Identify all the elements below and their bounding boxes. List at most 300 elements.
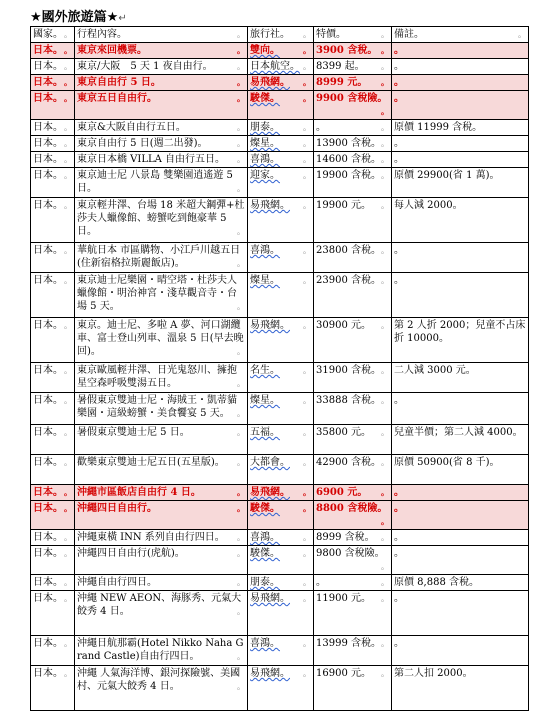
notes-cell <box>392 243 529 273</box>
agency-cell-text: 燦星。 <box>250 275 280 286</box>
itinerary-cell <box>75 243 248 273</box>
agency-cell-text: 日本航空。 <box>250 61 300 72</box>
country-cell <box>31 485 75 501</box>
cell-end-mark: 。 <box>64 396 72 405</box>
price-cell <box>314 91 392 120</box>
notes-cell <box>392 120 529 136</box>
cell-end-mark: 。 <box>303 276 311 285</box>
price-cell-text: 9800 含稅險。 <box>316 548 385 559</box>
notes-cell-text: 第二人扣 2000。 <box>394 668 473 679</box>
itinerary-cell-text: 東京日本橋 VILLA 自由行五日。 <box>77 154 226 165</box>
itinerary-cell <box>75 273 248 318</box>
cell-end-mark: 。 <box>64 578 72 587</box>
cell-end-mark: 。 <box>237 93 245 103</box>
notes-cell <box>392 636 529 666</box>
price-cell <box>314 393 392 425</box>
price-cell <box>314 59 392 75</box>
cell-end-mark: 。 <box>64 77 72 87</box>
country-cell-text: 日本。 <box>33 365 63 376</box>
country-cell <box>31 636 75 666</box>
cell-end-mark: 。 <box>64 171 72 180</box>
price-cell <box>314 43 392 59</box>
cell-end-mark: 。 <box>303 171 311 180</box>
agency-cell <box>248 59 314 75</box>
header-agency: 旅行社。 。 <box>248 27 314 43</box>
cell-end-mark: 。 <box>64 458 72 467</box>
country-cell <box>31 666 75 711</box>
price-cell-text: 6900 元。 <box>316 487 368 498</box>
agency-cell <box>248 75 314 91</box>
notes-cell-text: 。 <box>394 61 404 72</box>
price-cell-text: 19900 含稅。 <box>316 170 381 181</box>
country-cell <box>31 318 75 363</box>
paragraph-mark: ↵ <box>118 13 127 24</box>
price-cell-text: 。 <box>316 577 326 588</box>
cell-end-mark: 。 <box>303 123 311 132</box>
cell-end-mark: 。 <box>381 366 389 375</box>
price-cell-text: 13900 含稅。 <box>316 138 381 149</box>
cell-end-mark: 。 <box>237 503 245 513</box>
agency-cell <box>248 485 314 501</box>
cell-end-mark: 。 <box>303 487 311 497</box>
cell-end-mark: 。 <box>381 246 389 255</box>
itinerary-cell-text: 暑假東京雙迪士尼 5 日。 <box>77 427 190 438</box>
agency-cell <box>248 546 314 575</box>
notes-cell-text: 兒童半價；第二人減 4000。 <box>394 427 523 438</box>
cell-end-mark: 。 <box>381 578 389 587</box>
price-cell-text: 35800 元。 <box>316 427 371 438</box>
price-cell <box>314 273 392 318</box>
travel-deals-table <box>30 26 529 711</box>
table-row <box>31 243 529 273</box>
table-header-row <box>31 27 529 43</box>
itinerary-cell <box>75 75 248 91</box>
agency-cell-text: 駿傑。 <box>250 503 280 514</box>
price-cell <box>314 485 392 501</box>
itinerary-cell-text: 沖繩 NEW AEON、海豚秀、元氣大餃秀 4 日。 <box>77 593 242 617</box>
price-cell <box>314 455 392 485</box>
cell-end-mark: 。 <box>237 347 245 356</box>
notes-cell <box>392 393 529 425</box>
agency-cell-text: 朋泰。 <box>250 122 280 133</box>
notes-cell <box>392 530 529 546</box>
country-cell <box>31 455 75 485</box>
agency-cell-text: 易飛網。 <box>250 668 290 679</box>
country-cell <box>31 393 75 425</box>
itinerary-cell-text: 東京迪士尼樂園・晴空塔・杜莎夫人蠟像館・明治神宮・淺草觀音寺・台場 5 天。 <box>77 275 237 312</box>
cell-end-mark: 。 <box>64 549 72 558</box>
notes-cell <box>392 273 529 318</box>
country-cell-text: 日本。 <box>33 200 63 211</box>
country-cell-text: 日本。 <box>33 427 63 438</box>
notes-cell <box>392 455 529 485</box>
table-row <box>31 455 529 485</box>
cell-end-mark: 。 <box>64 276 72 285</box>
agency-cell-text: 易飛網。 <box>250 593 290 604</box>
country-cell <box>31 243 75 273</box>
notes-cell-text: 。 <box>394 503 404 514</box>
agency-cell-text: 雙向。 <box>250 45 280 56</box>
itinerary-cell <box>75 546 248 575</box>
cell-end-mark: 。 <box>303 503 311 513</box>
price-cell <box>314 120 392 136</box>
itinerary-cell-text: 沖繩四日自由行。 <box>77 503 157 514</box>
table-row <box>31 198 529 243</box>
cell-end-mark: 。 <box>64 201 72 210</box>
notes-cell-text: 二人減 3000 元。 <box>394 365 476 376</box>
country-cell-text: 日本。 <box>33 275 63 286</box>
notes-cell <box>392 59 529 75</box>
agency-cell <box>248 152 314 168</box>
price-cell <box>314 530 392 546</box>
notes-cell-text: 。 <box>394 532 404 543</box>
agency-cell <box>248 318 314 363</box>
country-cell-text: 日本。 <box>33 61 63 72</box>
header-notes: 備註。 。 <box>392 27 529 43</box>
price-cell-text: 8800 含稅險。 <box>316 503 388 514</box>
agency-cell <box>248 501 314 530</box>
cell-end-mark: 。 <box>381 533 389 542</box>
table-row <box>31 91 529 120</box>
itinerary-cell-text: 東京來回機票。 <box>77 45 147 56</box>
cell-end-mark: 。 <box>303 366 311 375</box>
table-row <box>31 136 529 152</box>
agency-cell-text: 名生。 <box>250 365 280 376</box>
country-cell <box>31 546 75 575</box>
notes-cell <box>392 91 529 120</box>
country-cell <box>31 59 75 75</box>
country-cell <box>31 91 75 120</box>
agency-cell <box>248 425 314 455</box>
itinerary-cell <box>75 120 248 136</box>
cell-end-mark: 。 <box>237 123 245 132</box>
agency-cell <box>248 666 314 711</box>
notes-cell-text: 原價 29900(省 1 萬)。 <box>394 170 500 181</box>
cell-end-mark: 。 <box>64 123 72 132</box>
cell-end-mark: 。 <box>381 201 389 210</box>
cell-end-mark: 。 <box>237 652 245 661</box>
cell-end-mark: 。 <box>381 171 389 180</box>
price-cell-text: 31900 含稅。 <box>316 365 381 376</box>
cell-end-mark: 。 <box>64 321 72 330</box>
notes-cell-text: 。 <box>394 45 404 56</box>
cell-end-mark: 。 <box>237 682 245 691</box>
agency-cell <box>248 198 314 243</box>
cell-end-mark: 。 <box>237 184 245 193</box>
notes-cell-text: 原價 11999 含稅。 <box>394 122 483 133</box>
notes-cell <box>392 666 529 711</box>
cell-end-mark: 。 <box>381 669 389 678</box>
cell-end-mark: 。 <box>381 487 389 497</box>
agency-cell <box>248 530 314 546</box>
cell-end-mark: 。 <box>237 302 245 311</box>
agency-cell <box>248 575 314 591</box>
cell-end-mark: 。 <box>381 77 389 87</box>
notes-cell-text: 。 <box>394 395 404 406</box>
price-cell <box>314 636 392 666</box>
agency-cell <box>248 91 314 120</box>
agency-cell-text: 易飛網。 <box>250 200 290 211</box>
country-cell <box>31 363 75 393</box>
notes-cell <box>392 198 529 243</box>
notes-cell <box>392 546 529 575</box>
cell-end-mark: 。 <box>64 503 72 513</box>
cell-end-mark: 。 <box>303 321 311 330</box>
agency-cell-text: 迎家。 <box>250 170 280 181</box>
price-cell <box>314 546 392 575</box>
cell-end-mark: 。 <box>237 409 245 418</box>
itinerary-cell <box>75 530 248 546</box>
price-cell-text: 9900 含稅險。 <box>316 93 388 104</box>
cell-end-mark: 。 <box>303 62 311 71</box>
itinerary-cell <box>75 198 248 243</box>
price-cell-text: 19900 元。 <box>316 200 371 211</box>
cell-end-mark: 。 <box>64 669 72 678</box>
notes-cell-text: 每人減 2000。 <box>394 200 463 211</box>
notes-cell <box>392 43 529 59</box>
itinerary-cell <box>75 318 248 363</box>
country-cell <box>31 136 75 152</box>
price-cell-text: 14600 含稅。 <box>316 154 381 165</box>
country-cell-text: 日本。 <box>33 395 63 406</box>
table-row <box>31 318 529 363</box>
country-cell <box>31 530 75 546</box>
price-cell <box>314 575 392 591</box>
notes-cell-text: 。 <box>394 77 404 88</box>
notes-cell-text: 第 2 人折 2000；兒童不占床折 10000。 <box>394 320 526 344</box>
agency-cell-text: 五福。 <box>250 427 280 438</box>
country-cell-text: 日本。 <box>33 245 63 256</box>
country-cell-text: 日本。 <box>33 138 63 149</box>
price-cell-text: 30900 元。 <box>316 320 371 331</box>
table-row <box>31 393 529 425</box>
cell-end-mark: 。 <box>381 321 389 330</box>
table-row <box>31 575 529 591</box>
cell-end-mark: 。 <box>237 227 245 236</box>
cell-end-mark: 。 <box>381 562 389 571</box>
notes-cell-text: 。 <box>394 593 404 604</box>
price-cell <box>314 243 392 273</box>
notes-cell-text: 。 <box>394 548 404 559</box>
price-cell-text: 23900 含稅。 <box>316 275 381 286</box>
country-cell <box>31 75 75 91</box>
cell-end-mark: 。 <box>64 93 72 103</box>
cell-end-mark: 。 <box>381 123 389 132</box>
header-price: 特價。 。 <box>314 27 392 43</box>
country-cell-text: 日本。 <box>33 577 63 588</box>
agency-cell-text: 喜鴻。 <box>250 532 280 543</box>
agency-cell-text: 喜鴻。 <box>250 638 280 649</box>
agency-cell-text: 朋泰。 <box>250 577 280 588</box>
notes-cell-text: 原價 50900(省 8 千)。 <box>394 457 500 468</box>
itinerary-cell-text: 沖繩日航那霸(Hotel Nikko Naha Grand Castle)自由行四日。 <box>77 638 244 662</box>
country-cell-text: 日本。 <box>33 487 63 498</box>
cell-end-mark: 。 <box>303 578 311 587</box>
table-row <box>31 168 529 198</box>
price-cell-text: 8999 元。 <box>316 77 368 88</box>
itinerary-cell <box>75 393 248 425</box>
country-cell-text: 日本。 <box>33 154 63 165</box>
itinerary-cell-text: 東京自由行 5 日。 <box>77 77 161 88</box>
itinerary-cell-text: 歡樂東京雙迪士尼五日(五星版)。 <box>77 457 225 468</box>
cell-end-mark: 。 <box>237 458 245 467</box>
cell-end-mark: 。 <box>64 139 72 148</box>
notes-cell <box>392 136 529 152</box>
cell-end-mark: 。 <box>303 639 311 648</box>
table-row <box>31 273 529 318</box>
cell-end-mark: 。 <box>237 259 245 268</box>
cell-end-mark: 。 <box>237 77 245 87</box>
price-cell-text: 42900 含稅。 <box>316 457 381 468</box>
cell-end-mark: 。 <box>381 276 389 285</box>
notes-cell <box>392 318 529 363</box>
price-cell-text: 11900 元。 <box>316 593 371 604</box>
price-cell <box>314 136 392 152</box>
country-cell-text: 日本。 <box>33 77 63 88</box>
itinerary-cell-text: 暑假東京雙迪士尼・海賊王・凱蒂貓樂園・這級螃蟹・美食饗宴 5 天。 <box>77 395 237 419</box>
notes-cell <box>392 485 529 501</box>
agency-cell-text: 喜鴻。 <box>250 154 280 165</box>
country-cell-text: 日本。 <box>33 638 63 649</box>
notes-cell <box>392 501 529 530</box>
table-row <box>31 546 529 575</box>
country-cell-text: 日本。 <box>33 668 63 679</box>
agency-cell <box>248 363 314 393</box>
table-row <box>31 59 529 75</box>
notes-cell-text: 。 <box>394 154 404 165</box>
cell-end-mark: 。 <box>237 139 245 148</box>
cell-end-mark: 。 <box>64 62 72 71</box>
table-row <box>31 485 529 501</box>
agency-cell-text: 大都會。 <box>250 457 290 468</box>
cell-end-mark: 。 <box>303 139 311 148</box>
price-cell-text: 23800 含稅。 <box>316 245 381 256</box>
country-cell <box>31 591 75 636</box>
table-row <box>31 363 529 393</box>
notes-cell-text: 。 <box>394 93 404 104</box>
itinerary-cell <box>75 91 248 120</box>
itinerary-cell-text: 東京。迪士尼、多啦 A 夢、河口湖纜車、富士登山列車、溫泉 5 日(早去晚回)。 <box>77 320 244 357</box>
cell-end-mark: 。 <box>237 549 245 558</box>
country-cell-text: 日本。 <box>33 593 63 604</box>
table-row <box>31 591 529 636</box>
cell-end-mark: 。 <box>303 45 311 55</box>
cell-end-mark: 。 <box>64 487 72 497</box>
notes-cell <box>392 75 529 91</box>
agency-cell <box>248 455 314 485</box>
price-cell <box>314 363 392 393</box>
cell-end-mark: 。 <box>237 533 245 542</box>
price-cell-text: 8999 含稅。 <box>316 532 375 543</box>
itinerary-cell-text: 沖繩東橫 INN 系列自由行四日。 <box>77 532 225 543</box>
itinerary-cell <box>75 152 248 168</box>
header-country: 國家。 。 <box>31 27 75 43</box>
notes-cell <box>392 152 529 168</box>
cell-end-mark: 。 <box>303 533 311 542</box>
country-cell <box>31 198 75 243</box>
cell-end-mark: 。 <box>64 246 72 255</box>
cell-end-mark: 。 <box>64 366 72 375</box>
table-row <box>31 636 529 666</box>
itinerary-cell <box>75 666 248 711</box>
country-cell <box>31 575 75 591</box>
cell-end-mark: 。 <box>381 106 389 116</box>
itinerary-cell-text: 沖繩自由行四日。 <box>77 577 157 588</box>
itinerary-cell <box>75 425 248 455</box>
itinerary-cell <box>75 636 248 666</box>
agency-cell <box>248 636 314 666</box>
notes-cell <box>392 591 529 636</box>
country-cell-text: 日本。 <box>33 503 63 514</box>
cell-end-mark: 。 <box>381 639 389 648</box>
cell-end-mark: 。 <box>381 428 389 437</box>
cell-end-mark: 。 <box>303 155 311 164</box>
country-cell <box>31 152 75 168</box>
itinerary-cell-text: 華航日本 市區購物、小江戶川越五日(住新宿格拉斯麗飯店)。 <box>77 245 241 269</box>
itinerary-cell <box>75 168 248 198</box>
cell-end-mark: 。 <box>303 246 311 255</box>
notes-cell-text: 。 <box>394 245 404 256</box>
cell-end-mark: 。 <box>381 458 389 467</box>
agency-cell-text: 駿傑。 <box>250 548 280 559</box>
cell-end-mark: 。 <box>381 62 389 71</box>
price-cell <box>314 501 392 530</box>
price-cell-text: 8399 起。 <box>316 61 365 72</box>
price-cell <box>314 591 392 636</box>
country-cell-text: 日本。 <box>33 457 63 468</box>
cell-end-mark: 。 <box>64 155 72 164</box>
agency-cell <box>248 43 314 59</box>
cell-end-mark: 。 <box>237 379 245 388</box>
price-cell <box>314 168 392 198</box>
itinerary-cell <box>75 43 248 59</box>
table-row <box>31 152 529 168</box>
agency-cell <box>248 136 314 152</box>
cell-end-mark: 。 <box>303 396 311 405</box>
country-cell-text: 日本。 <box>33 170 63 181</box>
agency-cell-text: 駿傑。 <box>250 93 280 104</box>
table-row <box>31 43 529 59</box>
itinerary-cell-text: 東京輕井澤、台場 18 米超大鋼彈+杜莎夫人蠟像館、螃蟹吃到飽豪華 5 日。 <box>77 200 245 237</box>
cell-end-mark: 。 <box>64 594 72 603</box>
country-cell <box>31 501 75 530</box>
notes-cell-text: 。 <box>394 487 404 498</box>
cell-end-mark: 。 <box>64 533 72 542</box>
price-cell-text: 16900 元。 <box>316 668 371 679</box>
cell-end-mark: 。 <box>381 594 389 603</box>
price-cell <box>314 152 392 168</box>
itinerary-cell <box>75 501 248 530</box>
itinerary-cell-text: 東京&大阪自由行五日。 <box>77 122 186 133</box>
notes-cell <box>392 575 529 591</box>
agency-cell-text: 燦星。 <box>250 138 280 149</box>
agency-cell <box>248 243 314 273</box>
itinerary-cell-text: 東京/大阪 5 天 1 夜自由行。 <box>77 61 213 72</box>
price-cell <box>314 75 392 91</box>
cell-end-mark: 。 <box>237 428 245 437</box>
cell-end-mark: 。 <box>381 155 389 164</box>
itinerary-cell <box>75 485 248 501</box>
country-cell <box>31 120 75 136</box>
title-text: ★國外旅遊篇★ <box>30 10 119 25</box>
cell-end-mark: 。 <box>303 201 311 210</box>
cell-end-mark: 。 <box>237 578 245 587</box>
country-cell <box>31 168 75 198</box>
notes-cell-text: 。 <box>394 638 404 649</box>
agency-cell-text: 易飛網。 <box>250 320 290 331</box>
itinerary-cell-text: 沖繩市區飯店自由行 4 日。 <box>77 487 201 498</box>
country-cell-text: 日本。 <box>33 320 63 331</box>
